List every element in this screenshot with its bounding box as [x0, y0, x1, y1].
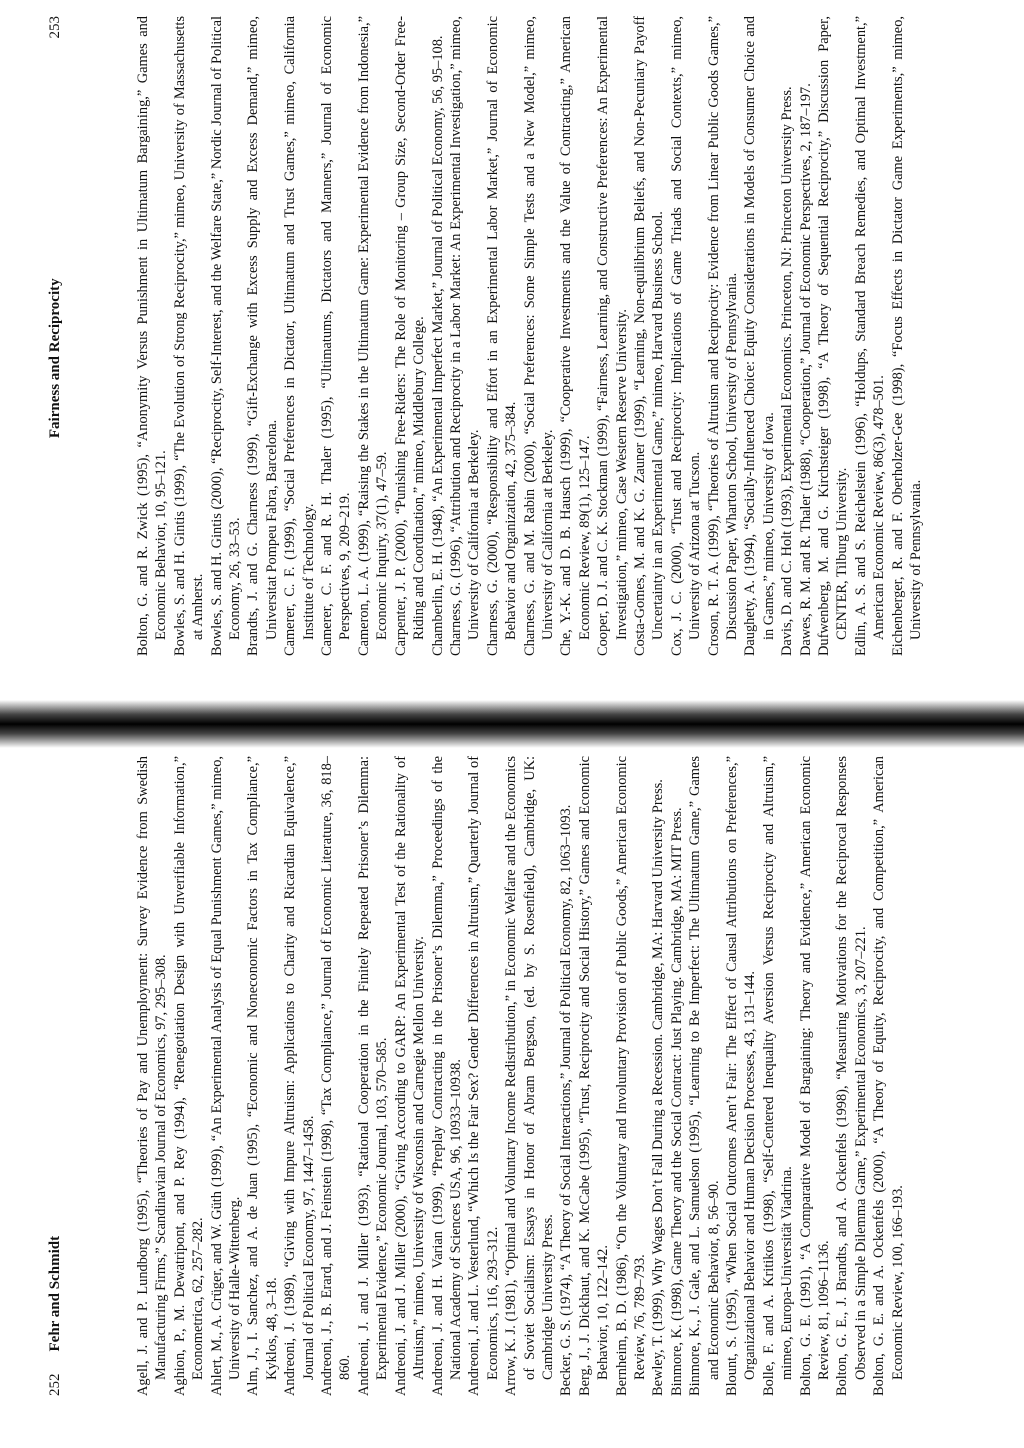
- reference-entry: Bolle, F. and A. Kritikos (1998), “Self-Centered Inequality Aversion Versus Reciprocity and Altruism,” mimeo, Europa-Universität Viadrina.: [760, 756, 796, 1396]
- reference-entry: Andreoni, J. and J. Miller (1993), “Rational Cooperation in the Finitely Repeated Prisoner’s Dilemma: Experimental Evidence,” Economic Journal, 103, 570–585.: [355, 756, 391, 1396]
- reference-entry: Cameron, L. A. (1999), “Raising the Stakes in the Ultimatum Game: Experimental Evidence from Indonesia,” Economic Inquiry, 37(1), 47–59.: [355, 16, 391, 656]
- reference-entry: Bewley, T. (1999), Why Wages Don’t Fall During a Recession. Cambridge, MA: Harvard University Press.: [650, 779, 667, 1396]
- reference-entry: Binmore, K., J. Gale, and L. Samuelson (1995), “Learning to Be Imperfect: The Ultimatum Game,” Games and Economic Behavior, 8, 56–90.: [687, 756, 722, 1396]
- reference-entry: Edlin, A. S. and S. Reichelstein (1996), “Holdups, Standard Breach Remedies, and Optimal Investment,” American Economic Review, 86(3), 478–501.: [852, 16, 888, 656]
- reference-entry: Camerer, C. F. (1999), “Social Preferences in Dictator, Ultimatum and Trust Games,” mimeo, California Institute of Technology.: [282, 16, 317, 656]
- reference-entry: Bowles, S. and H. Gintis (1999), “The Evolution of Strong Reciprocity,” mimeo, University of Massachusetts at Amherst.: [171, 16, 207, 656]
- reference-entry: Aghion, P., M. Dewatripont, and P. Rey (1994), “Renegotiation Design with Unverifiable Information,” Econometrica, 62, 257–282.: [171, 756, 207, 1396]
- reference-entry: Berg, J., J. Dickhaut, and K. McCabe (1995), “Trust, Reciprocity and Social History,” Games and Economic Behavior, 10, 122–142.: [576, 756, 612, 1396]
- reference-entry: Carpenter, J. P. (2000), “Punishing Free-Riders: The Role of Monitoring – Group Size, Second-Order Free-Riding and Coordination,” mimeo, Middlebury College.: [392, 16, 428, 656]
- reference-entry: Andreoni, J., B. Erard, and J. Feinstein (1998), “Tax Compliance,” Journal of Economic Literature, 36, 818–860.: [319, 756, 354, 1396]
- book-spine-shadow: [0, 700, 1024, 748]
- reference-entry: Arrow, K. J. (1981), “Optimal and Voluntary Income Redistribution,” in Economic Welfare and the Economics of Soviet Socialism: Essays in Honor of Abram Bergson, (ed. by S. Rosenfield), Cambridge, UK: Cambridge University Press.: [503, 756, 556, 1396]
- reference-entry: Eichenberger, R. and F. Oberholzer-Gee (1998), “Focus Effects in Dictator Game Experiments,” mimeo, University of Pennsylvania.: [889, 16, 925, 656]
- page-number: 253: [47, 16, 63, 39]
- reference-entry: Cooper, D. J. and C. K. Stockman (1999), “Fairness, Learning, and Constructive Preferences: An Experimental Investigation,” mimeo, Case Western Reserve University.: [595, 16, 630, 656]
- reference-entry: Andreoni, J. (1989), “Giving with Impure Altruism: Applications to Charity and Ricardian Equivalence,” Journal of Political Economy, 97, 1447–1458.: [282, 756, 317, 1396]
- reference-entry: Che, Y.-K. and D. B. Hausch (1999), “Cooperative Investments and the Value of Contracting,” American Economic Review, 89(1), 125–147.: [558, 16, 593, 656]
- left-page: [46, 756, 907, 1396]
- reference-entry: Andreoni, J. and J. Miller (2000), “Giving According to GARP: An Experimental Test of the Rationality of Altruism,” mimeo, University of Wisconsin and Carnegie Mellon University.: [392, 756, 428, 1396]
- reference-entry: Dawes, R. M. and R. Thaler (1988), “Cooperation,” Journal of Economic Perspectives, 2, 187–197.: [797, 83, 814, 656]
- reference-entry: Bolton, G. E., J. Brandts, and A. Ockenfels (1998), “Measuring Motivations for the Reciprocal Responses Observed in a Simple Dilemma Game,” Experimental Economics, 3, 207–221.: [834, 756, 869, 1396]
- reference-entry: Blount, S. (1995), “When Social Outcomes Aren’t Fair: The Effect of Causal Attributions on Preferences,” Organizational Behavior and Human Decision Processes, 43, 131–144.: [724, 756, 759, 1396]
- reference-entry: Cox, J. C. (2000), “Trust and Reciprocity: Implications of Game Triads and Social Contexts,” mimeo, University of Arizona at Tucson.: [668, 16, 704, 656]
- reference-entry: Agell, J. and P. Lundborg (1995), “Theories of Pay and Unemployment: Survey Evidence from Swedish Manufacturing Firms,” Scandinavian Journal of Economics, 97, 295–308.: [135, 756, 170, 1396]
- running-head: Fehr and Schmidt: [47, 1235, 63, 1352]
- reference-entry: Charness, G. and M. Rabin (2000), “Social Preferences: Some Simple Tests and a New Model,” mimeo, University of California at Berkeley.: [521, 16, 556, 656]
- reference-entry: Davis, D. and C. Holt (1993), Experimental Economics. Princeton, NJ: Princeton University Press.: [779, 86, 796, 656]
- reference-entry: Andreoni, J. and L. Vesterlund, “Which Is the Fair Sex? Gender Differences in Altruism,” Quarterly Journal of Economics, 116, 293–312.: [466, 756, 501, 1396]
- reference-entry: Binmore, K. (1998), Game Theory and the Social Contract: Just Playing. Cambridge, MA: MIT Press.: [668, 807, 685, 1396]
- left-page-header: [46, 756, 68, 1396]
- reference-entry: Dufwenberg, M. and G. Kirchsteiger (1998), “A Theory of Sequential Reciprocity,” Discussion Paper, CENTER, Tilburg University.: [816, 16, 851, 656]
- reference-list: [134, 756, 907, 1396]
- reference-entry: Camerer, C. F. and R. H. Thaler (1995), “Ultimatums, Dictators and Manners,” Journal of Economic Perspectives, 9, 209–219.: [319, 16, 354, 656]
- reference-entry: Becker, G. S. (1974), “A Theory of Social Interactions,” Journal of Political Economy, 82, 1063–1093.: [558, 804, 575, 1396]
- reference-entry: Bowles, S. and H. Gintis (2000), “Reciprocity, Self-Interest, and the Welfare State,” Nordic Journal of Political Economy, 26, 33–53.: [208, 16, 244, 656]
- reference-entry: Charness, G. (2000), “Responsibility and Effort in an Experimental Labor Market,” Journal of Economic Behavior and Organization, 42, 375–384.: [484, 16, 520, 656]
- reference-entry: Croson, R. T. A. (1999), “Theories of Altruism and Reciprocity: Evidence from Linear Public Goods Games,” Discussion Paper, Wharton School, University of Pennsylvania.: [705, 16, 740, 656]
- reference-entry: Bernheim, B. D. (1986), “On the Voluntary and Involuntary Provision of Public Goods,” American Economic Review, 76, 789–793.: [613, 756, 648, 1396]
- reference-entry: Bolton, G. E. and A. Ockenfels (2000), “A Theory of Equity, Reciprocity, and Competition,” American Economic Review, 100, 166–193.: [871, 756, 906, 1396]
- reference-entry: Bolton, G. and R. Zwick (1995), “Anonymity Versus Punishment in Ultimatum Bargaining,” Games and Economic Behavior, 10, 95–121.: [135, 16, 170, 656]
- right-page: [46, 16, 925, 656]
- right-page-header: [46, 16, 68, 656]
- reference-entry: Ahlert, M., A. Crüger, and W. Güth (1999), “An Experimental Analysis of Equal Punishment Games,” mimeo, University of Halle-Wittenberg.: [208, 756, 244, 1396]
- reference-entry: Brandts, J. and G. Charness (1999), “Gift-Exchange with Excess Supply and Excess Demand,” mimeo, Universitat Pompeu Fabra, Barcelona.: [245, 16, 280, 656]
- reference-entry: Chamberlin, E. H. (1948), “An Experimental Imperfect Market,” Journal of Political Economy, 56, 95–108.: [429, 35, 446, 656]
- reference-entry: Alm, J., I. Sanchez, and A. de Juan (1995), “Economic and Noneconomic Factors in Tax Compliance,” Kyklos, 48, 3–18.: [245, 756, 280, 1396]
- reference-list: [134, 16, 925, 656]
- page-number: 252: [47, 1373, 63, 1396]
- reference-entry: Charness, G. (1996), “Attribution and Reciprocity in a Labor Market: An Experimental Investigation,” mimeo, University of California at Berkeley.: [447, 16, 483, 656]
- reference-entry: Daughety, A. (1994), “Socially-Influenced Choice: Equity Considerations in Models of Consumer Choice and in Games,” mimeo, University of Iowa.: [742, 16, 777, 656]
- reference-entry: Bolton, G. E. (1991), “A Comparative Model of Bargaining: Theory and Evidence,” American Economic Review, 81, 1096–1136.: [797, 756, 833, 1396]
- reference-entry: Andreoni, J. and H. Varian (1999), “Preplay Contracting in the Prisoner’s Dilemma,” Proceedings of the National Academy of Sciences USA, 96, 10933–10938.: [429, 756, 464, 1396]
- reference-entry: Costa-Gomes, M. and K. G. Zauner (1999), “Learning, Non-equilibrium Beliefs, and Non-Pecuniary Payoff Uncertainty in an Experimental Game,” mimeo, Harvard Business School.: [631, 16, 667, 656]
- running-head: Fairness and Reciprocity: [47, 278, 63, 439]
